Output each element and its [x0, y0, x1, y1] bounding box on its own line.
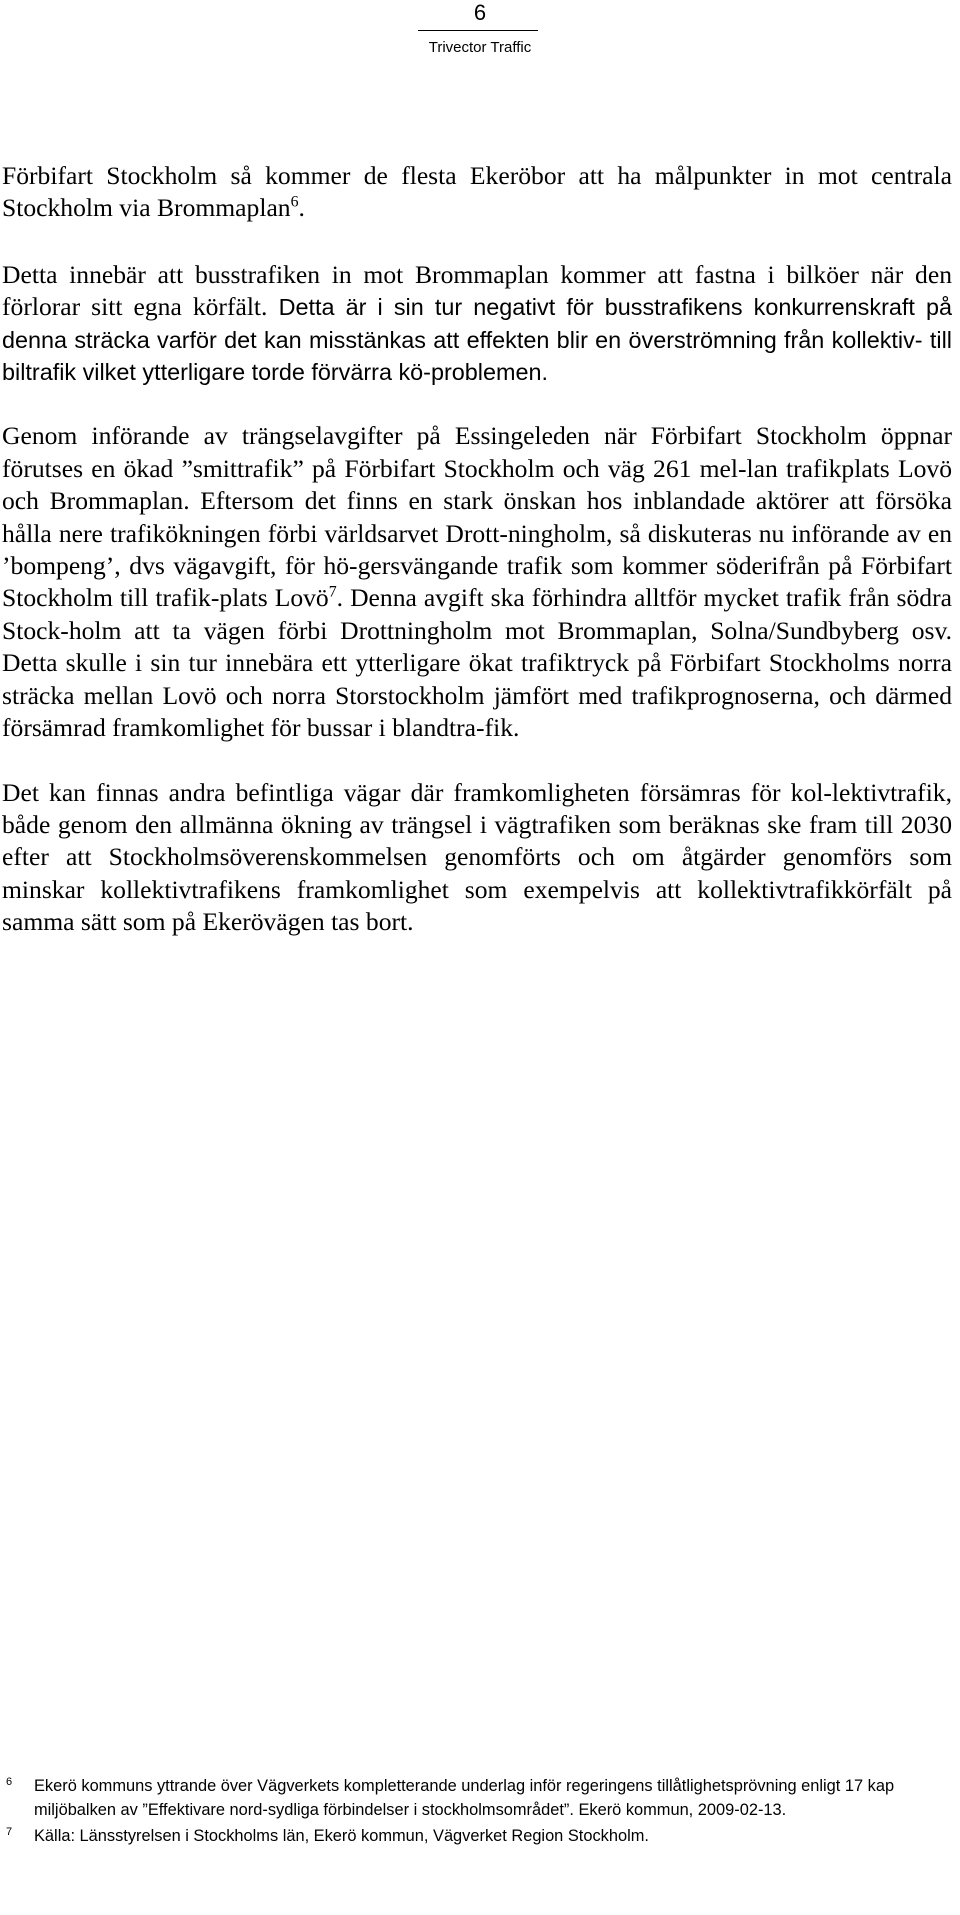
paragraph-4: [2, 777, 952, 939]
paragraph-2-serif-text: Detta innebär att busstrafiken in mot Brommaplan kommer att fastna i bilköer när den förlorar sitt egna körfält.: [2, 259, 952, 322]
footnotes: [6, 1774, 936, 1850]
footnote-6: [6, 1774, 936, 1822]
footnote-ref-6: 6: [290, 193, 299, 211]
footnote-7: [6, 1824, 936, 1848]
footnote-7-text: Källa: Länsstyrelsen i Stockholms län, Ekerö kommun, Vägverket Region Stockholm.: [34, 1827, 649, 1845]
paragraph-3-text-b: . Denna avgift ska förhindra alltför mycket trafik från södra Stock-holm att ta vägen förbi Drottningholm mot Brommaplan, Solna/Sundbyberg osv. Detta skulle i sin tur innebära ett ytterligare ökat trafiktryck på Förbifart Stockholms norra sträcka mellan Lovö och norra Storstockholm jämfört med trafikprognoserna, och därmed försämrad framkomlighet för bussar i blandtra-fik.: [2, 583, 952, 743]
footnote-7-mark: 7: [6, 1826, 13, 1838]
running-title: Trivector Traffic: [428, 39, 532, 56]
paragraph-1-tail: .: [298, 193, 305, 223]
paragraph-4-text: Det kan finnas andra befintliga vägar där framkomligheten försämras för kol-lektivtrafik, både genom den allmänna ökning av trängsel i vägtrafiken som beräknas ske fram till 2030 efter att Stockholmsöverenskommelsen genomförts och om åtgärder genomförs som minskar kollektivtrafikens framkomlighet som exempelvis att kollektivtrafikkörfält på samma sätt som på Ekerövägen tas bort.: [2, 777, 952, 937]
paragraph-2-sans-text: Detta är i sin tur negativt för busstrafikens konkurrenskraft på denna sträcka varför det kan misstänkas att effekten blir en överströmning från kollektiv- till biltrafik vilket ytterligare torde förvärra kö-problemen.: [2, 294, 952, 386]
paragraph-3-text-a: Genom införande av trängselavgifter på Essingeleden när Förbifart Stockholm öppnar förutses en ökad ”smittrafik” på Förbifart Stockholm och väg 261 mel-lan trafikplats Lovö och Brommaplan. Eftersom det finns en stark önskan hos inblandade aktörer att försöka hålla nere trafikökningen förbi världsarvet Drott-ningholm, så diskuteras nu införande av en ’bompeng’, dvs vägavgift, för hö-gersvängande trafik som kommer söderifrån på Förbifart Stockholm till trafik-plats Lovö: [2, 421, 952, 613]
footnote-ref-7: 7: [328, 583, 337, 601]
paragraph-1-text: Förbifart Stockholm så kommer de flesta Ekeröbor att ha målpunkter in mot centrala Stockholm via Brommaplan: [2, 161, 952, 223]
header-rule: [418, 30, 538, 31]
paragraph-2: [2, 259, 952, 389]
page-number: 6: [473, 0, 487, 25]
page-header: [0, 0, 960, 70]
footnote-6-text: Ekerö kommuns yttrande över Vägverkets kompletterande underlag inför regeringens tillåtlighetsprövning enligt 17 kap miljöbalken av ”Effektivare nord-sydliga förbindelser i stockholmsområdet”. Ekerö kommun, 2009-02-13.: [34, 1777, 895, 1819]
body-text: [2, 160, 952, 971]
paragraph-3: [2, 420, 952, 744]
footnote-6-mark: 6: [6, 1776, 13, 1788]
paragraph-1: [2, 160, 952, 225]
